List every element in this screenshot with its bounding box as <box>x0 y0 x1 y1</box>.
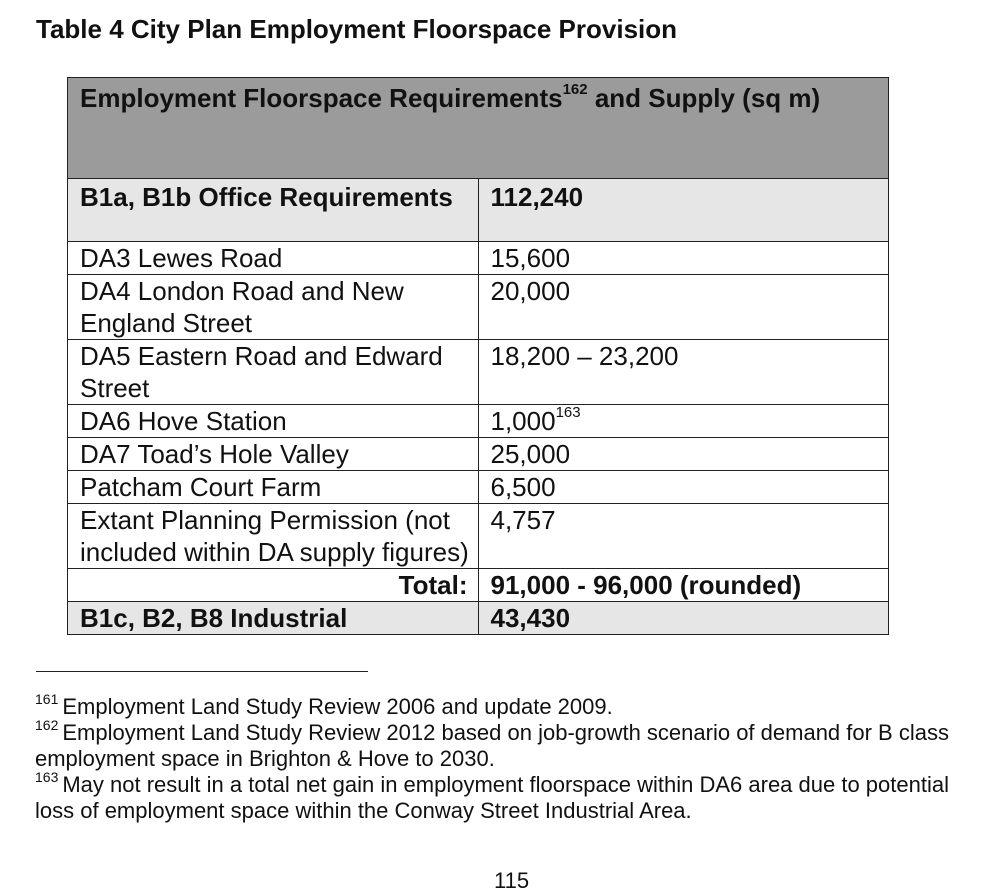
supply-value-cell <box>478 471 889 504</box>
table-row <box>68 275 889 340</box>
footnote <box>35 769 965 824</box>
footnotes <box>35 691 965 824</box>
table-row <box>68 340 889 405</box>
supply-value: 25,000 <box>490 439 571 469</box>
employment-floorspace-table <box>67 77 889 635</box>
header-footnote-ref: 162 <box>562 81 588 98</box>
table-row <box>68 471 889 504</box>
footnote <box>35 717 965 772</box>
page-number: 115 <box>494 868 530 893</box>
header-text-tail: and Supply (sq m) <box>587 83 821 113</box>
supply-value-cell <box>478 438 889 471</box>
supply-value-cell <box>478 340 889 405</box>
total-label: Total: <box>68 569 479 602</box>
supply-location-label: Patcham Court Farm <box>68 471 479 504</box>
supply-value: 15,600 <box>490 243 571 273</box>
industrial-row <box>68 602 889 635</box>
table-row <box>68 405 889 438</box>
footnote-text: Employment Land Study Review 2006 and update 2009. <box>62 694 613 719</box>
supply-rows <box>68 242 889 569</box>
supply-value: 18,200 – 23,200 <box>490 341 679 371</box>
total-row <box>68 569 889 602</box>
table-header-row <box>68 78 889 179</box>
table-row <box>68 504 889 569</box>
office-requirements-label: B1a, B1b Office Requirements <box>68 179 479 242</box>
supply-value: 20,000 <box>490 276 571 306</box>
industrial-label: B1c, B2, B8 Industrial <box>68 602 479 635</box>
supply-value-cell <box>478 504 889 569</box>
supply-value: 4,757 <box>490 505 556 535</box>
supply-value-cell <box>478 242 889 275</box>
table-row <box>68 242 889 275</box>
footnote-text: May not result in a total net gain in employment floorspace within DA6 area due to potential loss of employment space within the Conway Street Industrial Area. <box>35 772 949 823</box>
supply-location-label: DA3 Lewes Road <box>68 242 479 275</box>
supply-location-label: DA4 London Road and New England Street <box>68 275 479 340</box>
footnote <box>35 691 965 720</box>
footnote-number: 161 <box>35 691 59 707</box>
table-row <box>68 438 889 471</box>
total-value: 91,000 - 96,000 (rounded) <box>478 569 889 602</box>
supply-location-label: DA6 Hove Station <box>68 405 479 438</box>
footnote-ref: 163 <box>555 404 581 421</box>
office-requirements-value: 112,240 <box>478 179 889 242</box>
supply-value: 1,000 <box>490 406 556 436</box>
supply-location-label: Extant Planning Permission (not included within DA supply figures) <box>68 504 479 569</box>
supply-value-cell <box>478 405 889 438</box>
supply-location-label: DA7 Toad’s Hole Valley <box>68 438 479 471</box>
industrial-value: 43,430 <box>478 602 889 635</box>
footnote-separator <box>36 671 368 672</box>
footnote-number: 162 <box>35 717 59 733</box>
supply-value: 6,500 <box>490 472 556 502</box>
header-text: Employment Floorspace Requirements <box>80 83 563 113</box>
footnote-number: 163 <box>35 769 59 785</box>
supply-value-cell <box>478 275 889 340</box>
document-title: Table 4 City Plan Employment Floorspace Provision <box>36 14 678 44</box>
table-header-cell <box>68 78 889 179</box>
office-requirements-row <box>68 179 889 242</box>
supply-location-label: DA5 Eastern Road and Edward Street <box>68 340 479 405</box>
footnote-text: Employment Land Study Review 2012 based on job-growth scenario of demand for B class employment space in Brighton & Hove to 2030. <box>35 720 949 771</box>
